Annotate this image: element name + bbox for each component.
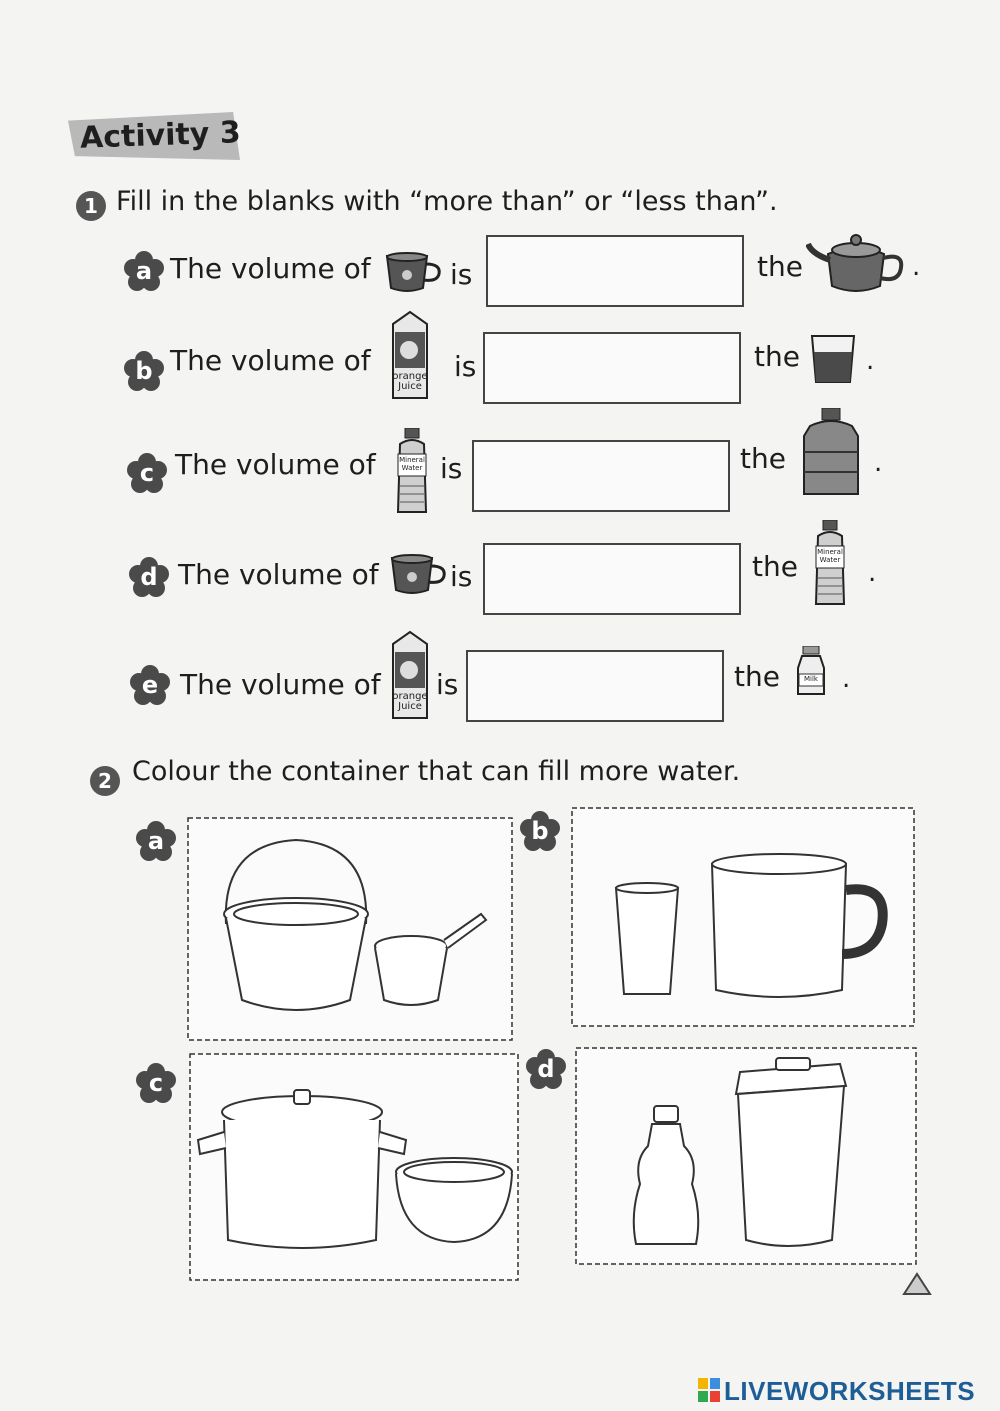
- juice-carton-icon: [387, 630, 433, 722]
- item-b-letter: b: [135, 357, 153, 385]
- item-b-the: the: [754, 340, 800, 373]
- activity-title: Activity 3: [79, 115, 242, 156]
- panel-d-badge: [524, 1048, 568, 1092]
- question-2-instruction: Colour the container that can fill more water.: [132, 756, 741, 787]
- item-d-period: .: [868, 558, 877, 588]
- item-e-period: .: [842, 664, 851, 694]
- water-bottle-icon: [392, 428, 432, 516]
- cup-icon: [388, 552, 448, 596]
- item-c-prefix: The volume of: [175, 448, 376, 481]
- question-1-number: 1: [76, 191, 106, 221]
- footer-brand[interactable]: LIVEWORKSHEETS: [724, 1376, 976, 1406]
- item-a-period: .: [912, 252, 921, 282]
- juice-carton-icon: [387, 310, 433, 402]
- panel-a[interactable]: [186, 814, 516, 1044]
- item-c-the: the: [740, 442, 786, 475]
- page-corner-mark: [902, 1272, 932, 1296]
- panel-a-badge: [134, 820, 178, 864]
- item-b-answer-field[interactable]: [483, 332, 741, 404]
- container-icon: [736, 1058, 846, 1246]
- cup-icon: [383, 250, 443, 294]
- panel-a-letter: a: [147, 827, 165, 855]
- teapot-icon: [806, 228, 910, 298]
- question-2-number: 2: [90, 766, 120, 796]
- panel-c[interactable]: [188, 1050, 522, 1284]
- panel-b-badge: [518, 810, 562, 854]
- water-bottle-icon: [810, 520, 850, 608]
- item-d-answer-field[interactable]: [483, 543, 741, 615]
- question-1-instruction: Fill in the blanks with “more than” or “less than”.: [116, 186, 778, 217]
- item-e-is: is: [436, 668, 459, 701]
- bottle-label-mineral: Mineral: [399, 456, 425, 464]
- item-e-answer-field[interactable]: [466, 650, 724, 722]
- item-b-badge: [122, 350, 166, 394]
- bottle-label-water: Water: [819, 556, 841, 564]
- item-c-answer-field[interactable]: [472, 440, 730, 512]
- item-a-the: the: [757, 250, 803, 283]
- bottle-label-water: Water: [401, 464, 423, 472]
- panel-d[interactable]: [574, 1044, 920, 1268]
- panel-c-letter: c: [148, 1069, 164, 1097]
- item-d-letter: d: [140, 563, 158, 591]
- item-b-is: is: [454, 350, 477, 383]
- item-d-badge: [127, 556, 171, 600]
- item-a-prefix: The volume of: [170, 252, 371, 285]
- glass-icon: [808, 332, 858, 386]
- item-e-the: the: [734, 660, 780, 693]
- carton-label-juice: Juice: [398, 701, 422, 712]
- yogurt-bottle-icon: [794, 646, 828, 698]
- yogurt-label: Milk: [804, 675, 818, 683]
- carton-label-orange: orange: [392, 371, 428, 382]
- carton-label-juice: Juice: [398, 381, 422, 392]
- panel-c-badge: [134, 1062, 178, 1106]
- item-c-period: .: [874, 448, 883, 478]
- item-d-is: is: [450, 560, 473, 593]
- drinking-glass-icon: [616, 883, 678, 994]
- item-e-letter: e: [141, 671, 159, 699]
- item-c-is: is: [440, 452, 463, 485]
- water-jug-icon: [798, 408, 864, 498]
- panel-b-letter: b: [531, 817, 549, 845]
- item-a-is: is: [450, 258, 473, 291]
- item-d-prefix: The volume of: [178, 558, 379, 591]
- item-c-badge: [125, 452, 169, 496]
- item-b-period: .: [866, 346, 875, 376]
- panel-b[interactable]: [570, 804, 918, 1030]
- liveworksheets-logo-icon: [698, 1378, 720, 1402]
- item-a-badge: [122, 250, 166, 294]
- pot-icon: [198, 1090, 406, 1248]
- item-a-letter: a: [135, 257, 153, 285]
- panel-d-letter: d: [537, 1055, 555, 1083]
- item-c-letter: c: [139, 459, 155, 487]
- bottle-label-mineral: Mineral: [817, 548, 843, 556]
- carton-label-orange: orange: [392, 691, 428, 702]
- item-d-the: the: [752, 550, 798, 583]
- item-a-answer-field[interactable]: [486, 235, 744, 307]
- item-e-prefix: The volume of: [180, 668, 381, 701]
- item-e-badge: [128, 664, 172, 708]
- item-b-prefix: The volume of: [170, 344, 371, 377]
